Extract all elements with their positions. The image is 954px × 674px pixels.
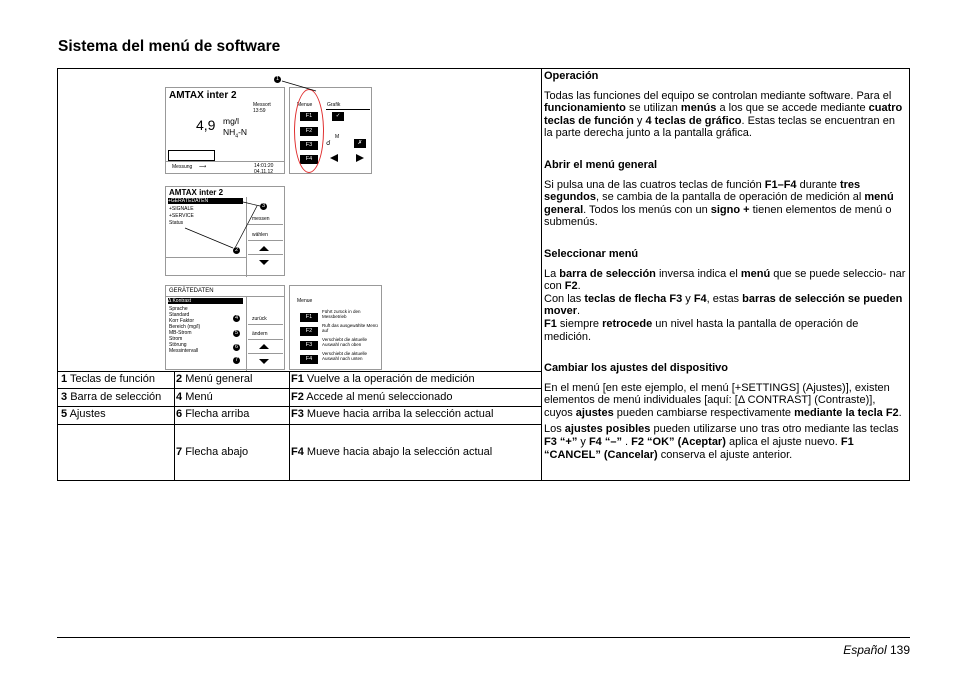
- zurueck-button[interactable]: zurück: [252, 316, 267, 322]
- legend-cell: 4 Menú: [176, 391, 213, 403]
- reading-value: 4,9: [196, 117, 216, 133]
- legend-cell: F1 Vuelve a la operación de medición: [291, 373, 475, 385]
- legend-cell: 3 Barra de selección: [61, 391, 162, 403]
- paragraph: F1 siempre retrocede un nivel hasta la pantalla de operación de medición.: [544, 317, 859, 343]
- f4-description: Verschiebt die aktuelle Auswahl nach unten: [322, 351, 368, 361]
- grafik-label: Grafik: [327, 102, 341, 108]
- menu-item[interactable]: Status: [169, 220, 184, 226]
- setting-item[interactable]: Sprache: [169, 306, 188, 312]
- section-heading: Seleccionar menú: [544, 247, 639, 260]
- screen-title: AMTAX inter 2: [169, 90, 237, 101]
- date-readout: 04.11.12: [254, 169, 274, 175]
- menu-item[interactable]: +SIGNALE: [169, 206, 194, 212]
- key-cable-icon: ☌: [326, 140, 331, 147]
- page-title: Sistema del menú de software: [58, 38, 281, 55]
- messung-label: Messung: [172, 164, 193, 170]
- paragraph: La barra de selección inversa indica el menú que se puede seleccio- nar con F2.: [544, 267, 906, 293]
- arrow-up-icon[interactable]: [259, 344, 269, 349]
- f1-key[interactable]: F1: [300, 313, 318, 322]
- legend-cell: 1 Teclas de función: [61, 373, 155, 385]
- legend-cell: F4 Mueve hacia abajo la selección actual: [291, 446, 493, 458]
- menue-label: Menue: [297, 298, 313, 304]
- key-description-panel: [289, 285, 382, 370]
- callout-3: 3: [261, 203, 266, 209]
- setting-item[interactable]: Störung: [169, 342, 187, 348]
- menu-item-selected[interactable]: +GERÄTEDATEN: [168, 198, 243, 204]
- menu-item[interactable]: +SERVICE: [169, 213, 194, 219]
- f2-key[interactable]: F2: [300, 127, 318, 136]
- setting-item[interactable]: Messintervall: [169, 348, 199, 354]
- arrow-left-icon[interactable]: [330, 154, 338, 162]
- time-readout: 14:01:20: [254, 163, 274, 169]
- settings-screen: [165, 285, 285, 370]
- arrow-down-icon[interactable]: [259, 260, 269, 265]
- f3-key[interactable]: F3: [300, 341, 318, 350]
- section-heading: Cambiar los ajustes del dispositivo: [544, 362, 728, 375]
- messort-label: Messort: [253, 102, 271, 108]
- paragraph: Los ajustes posibles pueden utilizarse uno tras otro mediante las teclas F3 “+” y F4 “–” . F2 “OK” (Aceptar) aplica el ajuste nuevo. F1 “CANCEL” (Cancelar) conserva el ajuste anterior.: [544, 423, 899, 461]
- setting-item[interactable]: Bereich (mg/l): [169, 324, 201, 330]
- section-heading: Abrir el menú general: [544, 158, 658, 171]
- legend-cell: F3 Mueve hacia arriba la selección actual: [291, 408, 494, 420]
- arrow-right-icon: ⟶: [199, 164, 207, 170]
- legend-cell: 6 Flecha arriba: [176, 408, 250, 420]
- f2-description: Ruft das ausgewählte Menü auf: [322, 323, 378, 333]
- status-box: [168, 150, 215, 161]
- section-heading: Operación: [544, 70, 599, 82]
- table-top-line: [58, 371, 542, 372]
- cancel-x-icon[interactable]: ✗: [354, 139, 366, 148]
- messort-time: 13:59: [253, 108, 266, 114]
- page-footer: Español 139: [843, 643, 910, 657]
- table-col-line: [174, 371, 175, 481]
- menue-label: Menue: [297, 102, 313, 108]
- paragraph: Todas las funciones del equipo se controlan mediante software. Para el funcionamiento se utilizan menús a los que se accede mediante cuatro teclas de función y 4 teclas de gráfico. Estas teclas se encuentran en la parte derecha junto a la pantalla gráfica.: [544, 89, 903, 140]
- callout-lines: [165, 198, 285, 254]
- table-col-line: [289, 371, 290, 481]
- callout-6: 6: [234, 344, 239, 350]
- f4-key[interactable]: F4: [300, 355, 318, 364]
- legend-cell: 5 Ajustes: [61, 408, 106, 420]
- legend-cell: 2 Menú general: [176, 373, 253, 385]
- instructions-text: [544, 70, 906, 465]
- callout-5: 5: [234, 330, 239, 336]
- arrow-right-icon[interactable]: [356, 154, 364, 162]
- setting-item[interactable]: MB-Strom: [169, 330, 192, 336]
- f4-key[interactable]: F4: [300, 155, 318, 164]
- callout-2: 2: [234, 247, 239, 253]
- waehlen-button[interactable]: wählen: [252, 232, 268, 238]
- setting-selected[interactable]: Δ Kontrast: [168, 298, 243, 304]
- table-row-line: [58, 424, 542, 425]
- setting-item[interactable]: Korr Faktor: [169, 318, 195, 324]
- paragraph: En el menú [en este ejemplo, el menú [+SETTINGS] (Ajustes)], existen elementos de menú individuales [aquí: [Δ CONTRAST] (Contraste)], cuyos ajustes pueden cambiarse respectivamente mediante la tecla F2.: [544, 381, 902, 419]
- callout-1: 1: [275, 76, 280, 82]
- table-row-line: [58, 388, 542, 389]
- f1-description: Führt zurück in den Messbetrieb: [322, 309, 361, 319]
- m-label: M: [335, 134, 340, 140]
- callout-4: 4: [234, 315, 239, 321]
- messen-button[interactable]: messen: [252, 216, 270, 222]
- unit-label: mg/l: [223, 116, 240, 126]
- paragraph: Si pulsa una de las cuatros teclas de función F1–F4 durante tres segundos, se cambia de la pantalla de operación de medición al menú general. Todos los menús con un signo + tienen elementos de menú o submenús.: [544, 178, 894, 229]
- f3-description: Verschiebt die aktuelle Auswahl nach oben: [322, 337, 368, 347]
- f2-key[interactable]: F2: [300, 327, 318, 336]
- callout-line: [280, 79, 320, 93]
- f3-key[interactable]: F3: [300, 141, 318, 150]
- table-row-line: [58, 406, 542, 407]
- paragraph: Con las teclas de flecha F3 y F4, estas barras de selección se pueden mover.: [544, 292, 903, 318]
- screen-title: AMTAX inter 2: [169, 188, 224, 197]
- legend-cell: F2 Accede al menú seleccionado: [291, 391, 453, 403]
- f1-key[interactable]: F1: [300, 112, 318, 121]
- parameter-label: $NH_4-N$: [223, 127, 248, 140]
- aendern-button[interactable]: ändern: [252, 331, 268, 337]
- measurement-screen: [165, 87, 285, 174]
- setting-item[interactable]: Strom: [169, 336, 183, 342]
- column-divider: [541, 69, 542, 481]
- setting-item[interactable]: Standard: [169, 312, 190, 318]
- ok-check-icon[interactable]: ✓: [332, 112, 344, 121]
- arrow-down-icon[interactable]: [259, 359, 269, 364]
- legend-cell: 7 Flecha abajo: [176, 446, 249, 458]
- footer-rule: [57, 637, 910, 638]
- highlight-circle: [294, 89, 324, 173]
- callout-7: 7: [234, 357, 239, 363]
- submenu-header: GERÄTEDATEN: [169, 288, 214, 294]
